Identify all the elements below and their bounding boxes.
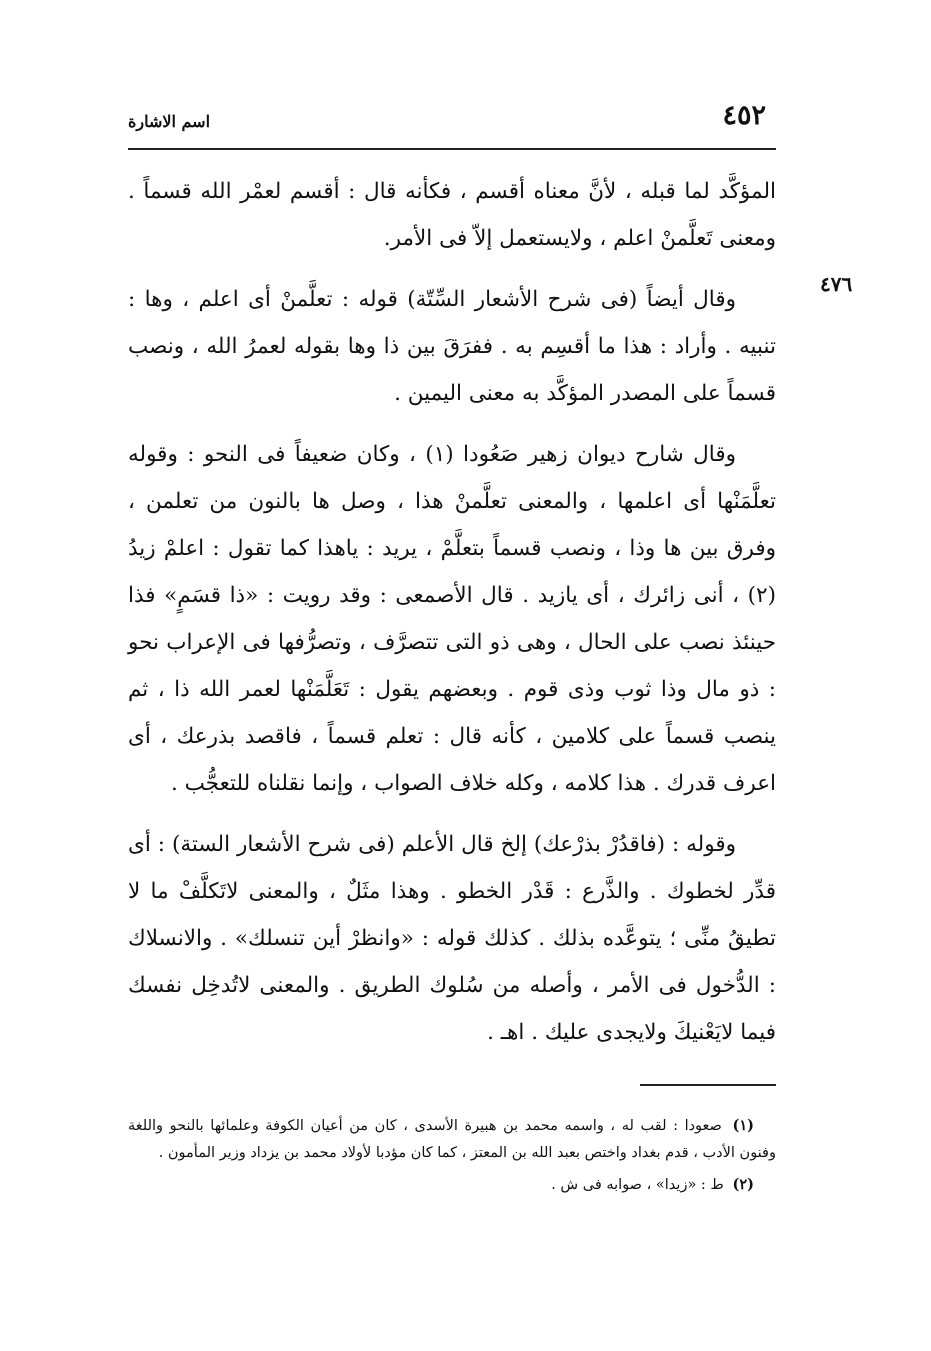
footnote-text: صعودا : لقب له ، واسمه محمد بن هبيرة الأسدى ، كان من أعيان الكوفة وعلمائها بالنحو واللغة وفنون الأدب ، قدم بغداد واختص بعبد الله بن المعتز ، كما كان مؤدبا لأولاد محمد بن يزداد وزير المأمون . <box>128 1118 776 1161</box>
footnote-marker: (٢) <box>732 1176 754 1193</box>
page-number: ٤٥٢ <box>722 100 766 131</box>
margin-reference-number: ٤٧٦ <box>820 272 853 296</box>
paragraph: وقال أيضاً (فى شرح الأشعار السِّتّة) قوله : تعلَّمنْ أى اعلم ، وها : تنبيه . وأراد : هذا ما أقسِم به . ففرَقَ بين ذا وها بقوله لعمرُ الله ، ونصب قسماً على المصدر المؤكَّد به معنى اليمين . <box>128 287 776 406</box>
footnote-marker: (١) <box>732 1117 755 1134</box>
footnote-text: ط : «زيدا» ، صوابه فى ش . <box>551 1177 724 1193</box>
footnote-separator <box>640 1084 776 1086</box>
page-header <box>128 100 776 150</box>
footnote <box>128 1112 776 1167</box>
running-title: اسم الاشارة <box>128 112 211 131</box>
main-text <box>128 168 776 1070</box>
paragraph: المؤكَّد لما قبله ، لأنَّ معناه أقسم ، فكأنه قال : أقسم لعمْر الله قسماً . ومعنى تَعلَّمنْ اعلم ، ولايستعمل إلاّ فى الأمر. <box>128 179 776 251</box>
paragraph: وقال شارح ديوان زهير صَعُودا (١) ، وكان ضعيفاً فى النحو : وقوله تعلَّمَنْها أى اعلمها ، والمعنى تعلَّمنْ هذا ، وصل ها بالنون من تعلمن ، وفرق بين ها وذا ، ونصب قسماً بتعلَّمْ ، يريد : ياهذا كما تقول : اعلمْ زيدُ (٢) ، أنى زائرك ، أى يازيد . قال الأصمعى : وقد رويت : «ذا قسَمٍ» فذا حينئذ نصب على الحال ، وهى ذو التى تتصرَّف ، وتصرُّفها فى الإعراب نحو : ذو مال وذا ثوب وذى قوم . وبعضهم يقول : تَعَلَّمَنْها لعمر الله ذا ، ثم ينصب قسماً على كلامين ، كأنه قال : تعلم قسماً ، فاقصد بذرعك ، أى اعرف قدرك . هذا كلامه ، وكله خلاف الصواب ، وإنما نقلناه للتعجُّب . <box>128 442 776 796</box>
footnotes <box>128 1112 776 1203</box>
paragraph: وقوله : (فاقدُرْ بذرْعك) إلخ قال الأعلم (فى شرح الأشعار الستة) : أى قدِّر لخطوك . والذَّرع : قَدْر الخطو . وهذا مثَلٌ ، والمعنى لاتَكلَّفْ ما لا تطيقُ منِّى ؛ يتوعَّده بذلك . كذلك قوله : «وانظرْ أين تنسلك» . والانسلاك : الدُّخول فى الأمر ، وأصله من سُلوك الطريق . والمعنى لاتُدخِل نفسك فيما لايَعْنيكَ ولايجدى عليك . اهـ . <box>128 832 776 1045</box>
footnote <box>128 1171 776 1199</box>
